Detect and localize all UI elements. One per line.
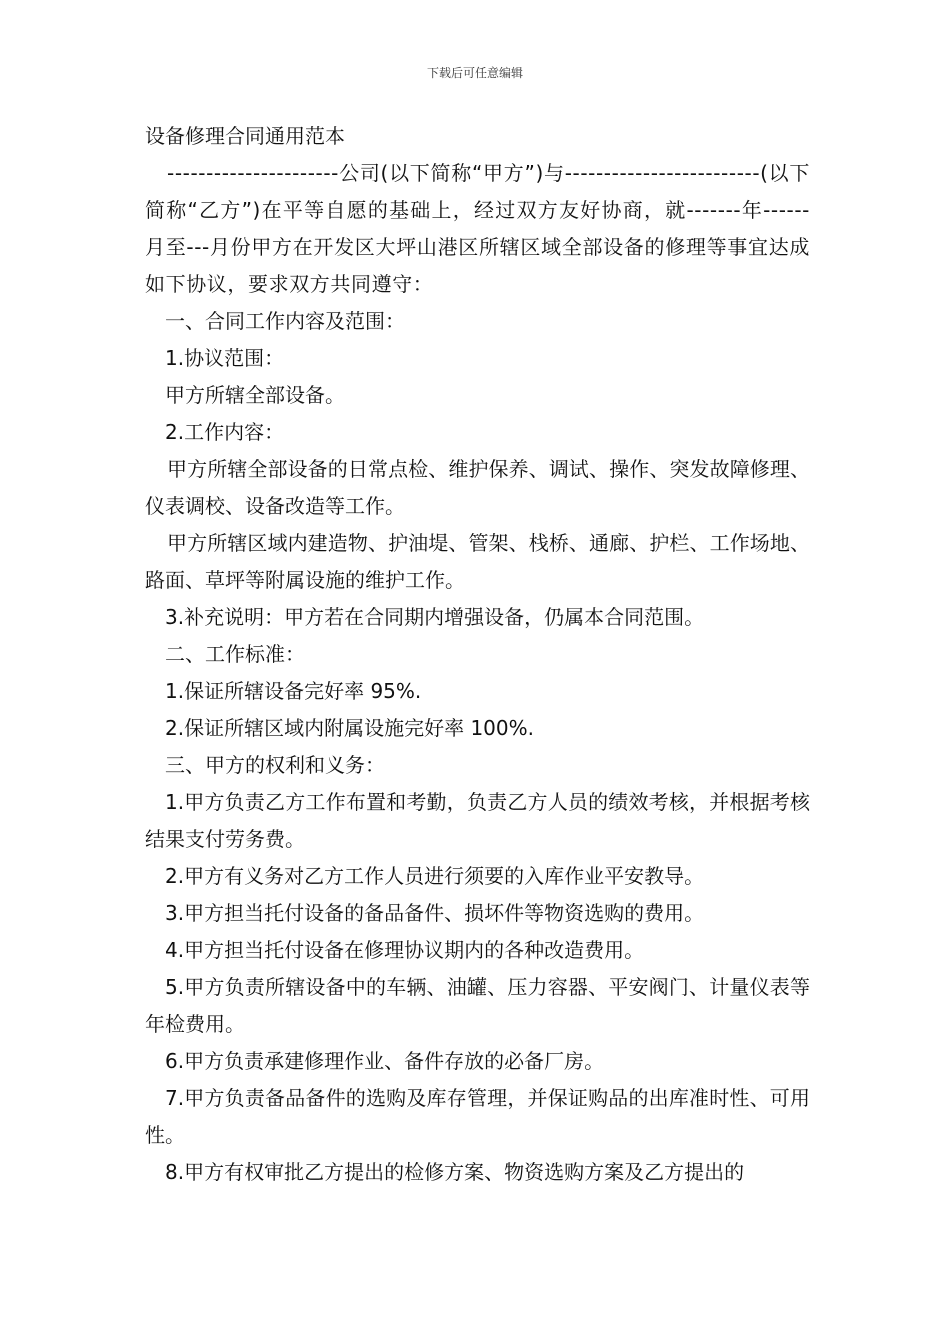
section-3-item-5: 5.甲方负责所辖设备中的车辆、油罐、压力容器、平安阀门、计量仪表等年检费用。 [145,975,810,1036]
section-1-item-3: 3.补充说明：甲方若在合同期内增强设备，仍属本合同范围。 [165,605,705,629]
section-1-item-1-heading: 1.协议范围： [165,346,285,370]
document-body [145,118,810,1191]
section-2-heading: 二、工作标准： [165,642,305,666]
section-3-item-8: 8.甲方有权审批乙方提出的检修方案、物资选购方案及乙方提出的 [165,1160,745,1184]
section-3-item-1: 1.甲方负责乙方工作布置和考勤，负责乙方人员的绩效考核，并根据考核结果支付劳务费。 [145,790,810,851]
page-header-note: 下载后可任意编辑 [426,66,523,80]
section-1-item-2-text-a: 甲方所辖全部设备的日常点检、维护保养、调试、操作、突发故障修理、仪表调校、设备改造等工作。 [145,457,810,518]
section-1-heading: 一、合同工作内容及范围： [165,309,405,333]
section-2-item-2: 2.保证所辖区域内附属设施完好率 100%. [165,716,534,740]
section-3-item-3: 3.甲方担当托付设备的备品备件、损坏件等物资选购的费用。 [165,901,705,925]
section-3-item-4: 4.甲方担当托付设备在修理协议期内的各种改造费用。 [165,938,645,962]
section-2-item-1: 1.保证所辖设备完好率 95%. [165,679,422,703]
section-3-item-7: 7.甲方负责备品备件的选购及库存管理，并保证购品的出库准时性、可用性。 [145,1086,810,1147]
section-3-heading: 三、甲方的权利和义务： [165,753,385,777]
section-1-item-2-text-b: 甲方所辖区域内建造物、护油堤、管架、栈桥、通廊、护栏、工作场地、路面、草坪等附属设施的维护工作。 [145,531,810,592]
section-1-item-1-text: 甲方所辖全部设备。 [165,383,345,407]
section-3-item-6: 6.甲方负责承建修理作业、备件存放的必备厂房。 [165,1049,605,1073]
section-3-item-2: 2.甲方有义务对乙方工作人员进行须要的入库作业平安教导。 [165,864,705,888]
section-1-item-2-heading: 2.工作内容： [165,420,285,444]
document-title: 设备修理合同通用范本 [145,124,345,148]
preamble-paragraph: ----------------------公司(以下简称“甲方”)与-------------------------(以下简称“乙方”)在平等自愿的基础上，经过双方友好协商，就-------年------月至---月份甲方在开发区大坪山港区所辖区域全部设备的修理等事宜达成如下协议，要求双方共同遵守： [145,161,810,296]
